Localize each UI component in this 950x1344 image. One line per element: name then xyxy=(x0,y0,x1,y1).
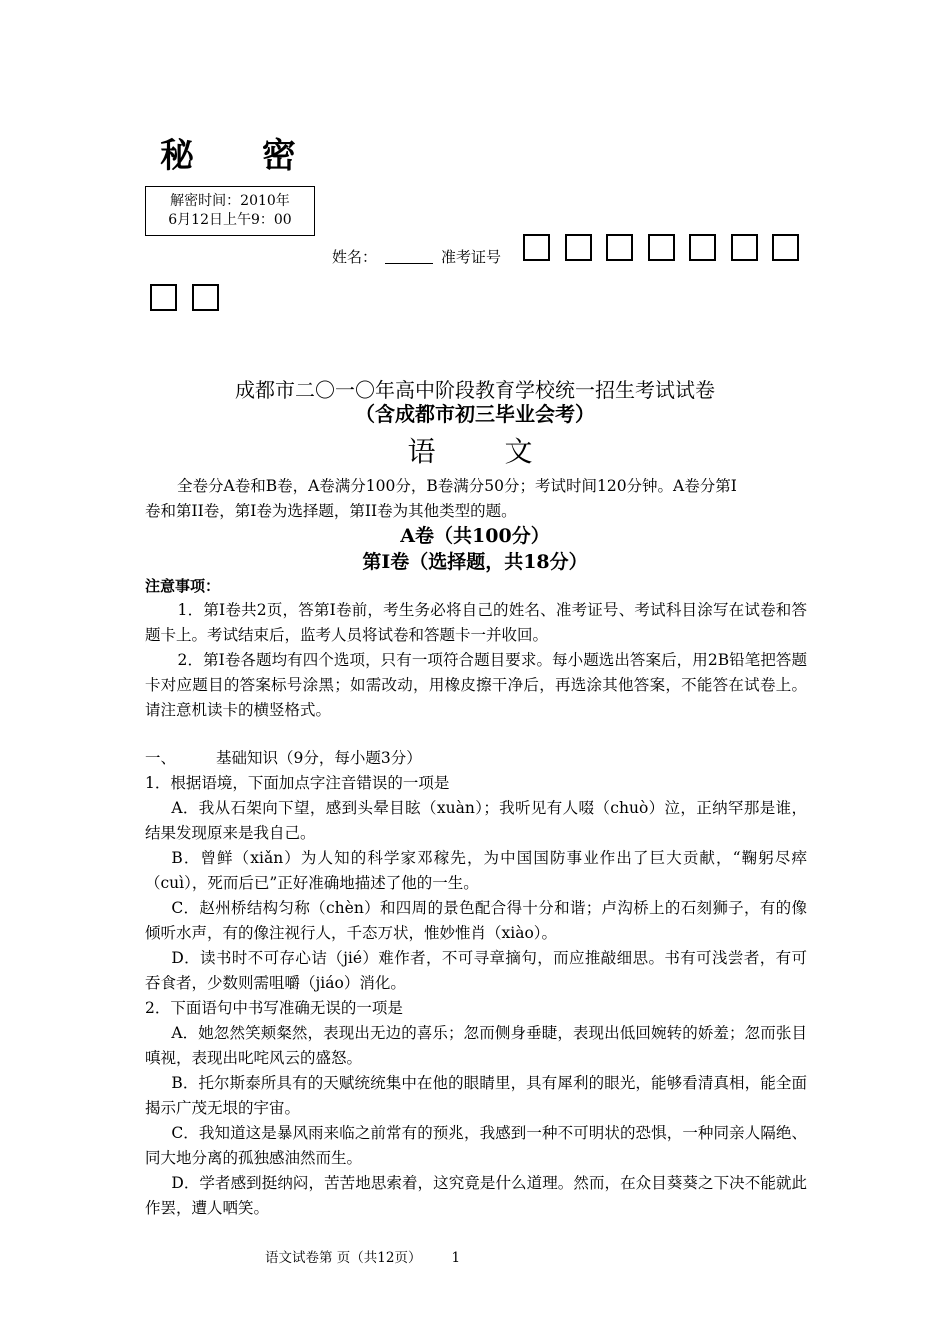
subject-title: 语 文 xyxy=(407,435,563,468)
question-2-option-b xyxy=(145,1071,807,1121)
exam-id-label: 准考证号 xyxy=(441,248,502,266)
part-1-title: 基础知识（9分，每小题3分） xyxy=(216,749,422,767)
note-2-text: 2．第I卷各题均有四个选项，只有一项符合题目要求。每小题选出答案后，用2B铅笔把答题卡对应题目的答案标号涂黑；如需改动，用橡皮擦干净后，再选涂其他答案，不能答在试卷上。请注意机读卡的横竖格式。 xyxy=(145,651,807,719)
section-i-title: 第I卷（选择题，共18分） xyxy=(362,551,588,573)
exam-title: 成都市二〇一〇年高中阶段教育学校统一招生考试试卷 xyxy=(235,378,715,402)
question-1-option-b xyxy=(145,846,807,896)
exam-id-box[interactable] xyxy=(192,284,219,311)
notes-heading: 注意事项： xyxy=(145,577,221,595)
declassification-line-1: 解密时间：2010年 xyxy=(170,193,290,209)
q2-d-text: D．学者感到挺纳闷，苦苦地思索着，这究竟是什么道理。然而，在众目葵葵之下决不能就此作罢，遭人哂笑。 xyxy=(145,1174,807,1217)
q2-a-text: A．她忽然笑颊粲然，表现出无边的喜乐；忽而侧身垂睫，表现出低回婉转的娇羞；忽而张目嗔视，表现出叱咤风云的盛怒。 xyxy=(145,1024,807,1067)
q1-a-text: A．我从石架向下望，感到头晕目眩（xuàn）；我听见有人啜（chuò）泣，正纳罕那是谁，结果发现原来是我自己。 xyxy=(145,799,807,842)
page-number: 1 xyxy=(451,1250,461,1266)
exam-id-box[interactable] xyxy=(150,284,177,311)
name-blank-field[interactable] xyxy=(385,247,433,264)
note-2 xyxy=(145,648,807,723)
intro-text-1: 全卷分A卷和B卷，A卷满分100分，B卷满分50分；考试时间120分钟。A卷分第I xyxy=(177,477,737,495)
page-footer xyxy=(265,1246,460,1266)
part-1-heading xyxy=(145,746,807,771)
note-1 xyxy=(145,598,807,648)
exam-id-box[interactable] xyxy=(731,234,758,261)
question-2-stem: 2．下面语句中书写准确无误的一项是 xyxy=(145,999,403,1017)
question-1-option-d xyxy=(145,946,807,996)
q1-b-text: B．曾鲜（xiǎn）为人知的科学家邓稼先，为中国国防事业作出了巨大贡献，“鞠躬尽瘁（cuì），死而后已”正好准确地描述了他的一生。 xyxy=(145,849,807,892)
question-1-option-a xyxy=(145,796,807,846)
question-2-option-a xyxy=(145,1021,807,1071)
declassification-line-2: 6月12日上午9：00 xyxy=(168,212,292,228)
exam-id-box[interactable] xyxy=(565,234,592,261)
exam-id-box[interactable] xyxy=(648,234,675,261)
question-2-option-d xyxy=(145,1171,807,1221)
intro-line-2: 卷和第II卷，第I卷为选择题，第II卷为其他类型的题。 xyxy=(145,502,517,520)
exam-subtitle: （含成都市初三毕业会考） xyxy=(355,402,595,426)
question-1-option-c xyxy=(145,896,807,946)
question-1-stem: 1．根据语境，下面加点字注音错误的一项是 xyxy=(145,774,450,792)
name-label: 姓名： xyxy=(332,248,378,266)
exam-id-box[interactable] xyxy=(772,234,799,261)
intro-line-1 xyxy=(145,474,807,499)
secret-label: 秘 密 xyxy=(160,136,324,176)
candidate-info-row xyxy=(332,246,501,267)
exam-id-box[interactable] xyxy=(523,234,550,261)
exam-id-box[interactable] xyxy=(606,234,633,261)
exam-id-box[interactable] xyxy=(689,234,716,261)
footer-text: 语文试卷第 页（共12页） xyxy=(265,1250,422,1266)
section-a-title: A卷（共100分） xyxy=(400,525,550,547)
part-1-number: 一、 xyxy=(145,749,177,767)
question-2-option-c xyxy=(145,1121,807,1171)
note-1-text: 1．第I卷共2页，答第I卷前，考生务必将自己的姓名、准考证号、考试科目涂写在试卷和答题卡上。考试结束后，监考人员将试卷和答题卡一并收回。 xyxy=(145,601,807,644)
q1-d-text: D．读书时不可存心诘（jié）难作者，不可寻章摘句，而应推敲细思。书有可浅尝者，有可吞食者，少数则需咀嚼（jiáo）消化。 xyxy=(145,949,807,992)
q2-c-text: C．我知道这是暴风雨来临之前常有的预兆，我感到一种不可明状的恐惧，一种同亲人隔绝、同大地分离的孤独感油然而生。 xyxy=(145,1124,807,1167)
q1-c-text: C．赵州桥结构匀称（chèn）和四周的景色配合得十分和谐；卢沟桥上的石刻狮子，有的像倾听水声，有的像注视行人，千态万状，惟妙惟肖（xiào）。 xyxy=(145,899,807,942)
declassification-time-box xyxy=(145,186,315,236)
q2-b-text: B．托尔斯泰所具有的天赋统统集中在他的眼睛里，具有犀利的眼光，能够看清真相，能全面揭示广茂无垠的宇宙。 xyxy=(145,1074,807,1117)
